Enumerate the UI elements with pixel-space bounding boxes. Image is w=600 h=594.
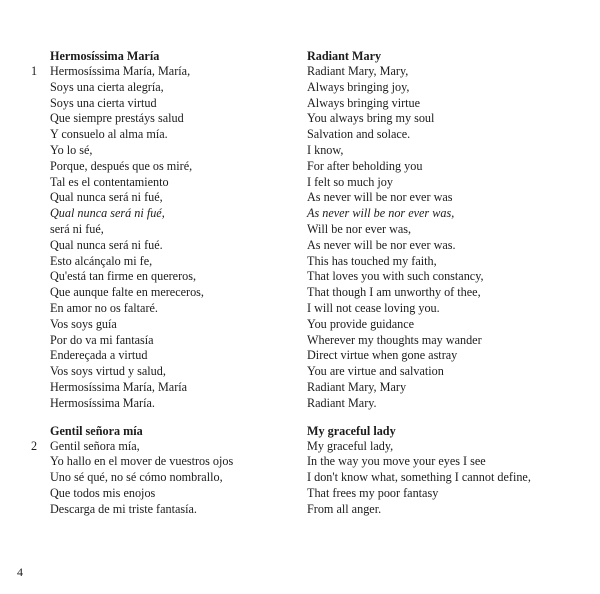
song-title: Radiant Mary [307, 49, 382, 63]
page-number: 4 [17, 565, 23, 579]
verse-line: From all anger. [307, 501, 382, 516]
verse-line: Soys una cierta alegría, [50, 79, 164, 94]
verse-line: será ni fué, [50, 221, 104, 236]
verse-line: Uno sé qué, no sé cómo nombrallo, [50, 470, 223, 485]
track-number: 2 [31, 438, 38, 453]
verse-line: This has touched my faith, [307, 253, 437, 268]
verse-line: Gentil señora mía, [50, 438, 140, 453]
verse-line: Por do va mi fantasía [50, 332, 154, 347]
verse-line: For after beholding you [307, 158, 423, 173]
verse-line: Hermosíssima María, María, [50, 64, 191, 78]
track-number: 1 [31, 64, 38, 78]
verse-line: Yo hallo en el mover de vuestros ojos [50, 454, 234, 469]
verse-line: Yo lo sé, [50, 142, 93, 157]
verse-line: Wherever my thoughts may wander [307, 332, 482, 347]
verse-line: Radiant Mary, Mary, [307, 64, 409, 78]
verse-line: Will be nor ever was, [307, 221, 412, 236]
verse-line: That loves you with such constancy, [307, 269, 484, 284]
verse-line: Esto alcánçalo mi fe, [50, 253, 153, 268]
verse-line: Qual nunca será ni fué, [50, 206, 165, 221]
song-title: My graceful lady [307, 423, 396, 438]
verse-line: Qual nunca será ni fué, [50, 190, 163, 205]
right-song-2 [307, 423, 587, 518]
verse-line: That though I am unworthy of thee, [307, 285, 481, 300]
verse-line: As never will be nor ever was, [307, 206, 455, 221]
verse-line: Direct virtue when gone astray [307, 348, 458, 363]
verse-line: Qu'está tan firme en quereros, [50, 269, 197, 284]
verse-line: Soys una cierta virtud [50, 95, 157, 110]
verse-line: That frees my poor fantasy [307, 485, 439, 500]
verse-line: Qual nunca será ni fué. [50, 237, 163, 252]
verse-line: Vos soys virtud y salud, [50, 364, 166, 379]
verse-line: En amor no os faltaré. [50, 300, 158, 315]
verse-line: My graceful lady, [307, 438, 394, 453]
song-title: Gentil señora mía [50, 423, 143, 438]
verse-line: I will not cease loving you. [307, 300, 440, 315]
verse-line: Hermosíssima María. [50, 395, 155, 410]
verse-line: Endereçada a virtud [50, 348, 148, 363]
verse-line: I know, [307, 142, 344, 157]
verse-line: Vos soys guía [50, 316, 117, 331]
verse-line: Que todos mis enojos [50, 485, 156, 500]
english-column [307, 48, 587, 518]
verse-line: You provide guidance [307, 316, 415, 331]
verse-line: You always bring my soul [307, 111, 435, 126]
verse-line: Always bringing virtue [307, 95, 421, 110]
verse-line: I felt so much joy [307, 174, 393, 189]
verse-line: Que siempre prestáys salud [50, 111, 184, 126]
song-title: Hermosíssima María [50, 49, 160, 63]
spanish-column [31, 48, 295, 518]
verse-line: Always bringing joy, [307, 79, 410, 94]
verse-line: Descarga de mi triste fantasía. [50, 501, 197, 516]
verse-line: Radiant Mary, Mary [307, 379, 407, 394]
verse-line: Radiant Mary. [307, 395, 377, 410]
verse-line: As never will be nor ever was [307, 190, 453, 205]
verse-line: Tal es el contentamiento [50, 174, 169, 189]
verse-line: In the way you move your eyes I see [307, 454, 486, 469]
verse-line: Porque, después que os miré, [50, 158, 193, 173]
verse-line: You are virtue and salvation [307, 364, 444, 379]
left-song-2 [31, 423, 295, 518]
verse-line: Salvation and solace. [307, 127, 411, 142]
verse-line: I don't know what, something I cannot define, [307, 470, 531, 485]
verse-line: Y consuelo al alma mía. [50, 127, 168, 142]
left-song-1 [31, 48, 295, 412]
verse-line: Que aunque falte en mereceros, [50, 285, 204, 300]
right-song-1 [307, 48, 587, 412]
verse-line: Hermosíssima María, María [50, 379, 188, 394]
verse-line: As never will be nor ever was. [307, 237, 456, 252]
